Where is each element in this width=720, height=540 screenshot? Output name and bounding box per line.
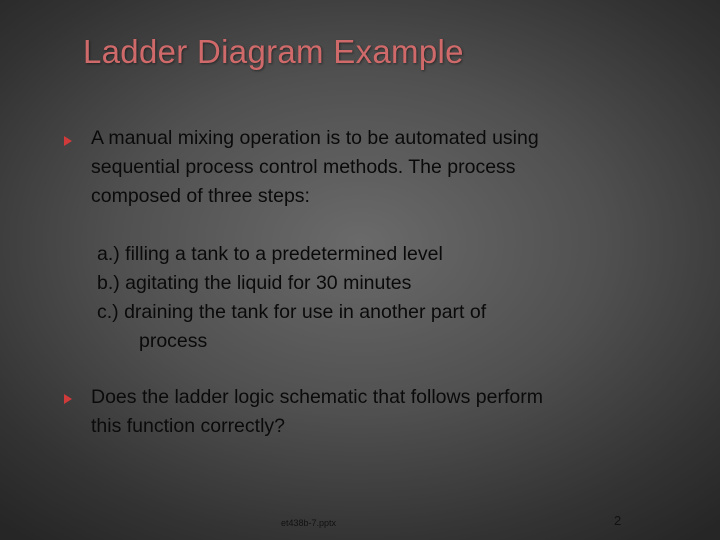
- slide-title: Ladder Diagram Example: [83, 33, 464, 70]
- intro-line: composed of three steps:: [91, 185, 310, 207]
- step-a-text: a.) filling a tank to a predetermined level: [97, 243, 443, 265]
- bullet-arrow-icon: [64, 394, 72, 404]
- intro-line: A manual mixing operation is to be automated using: [91, 127, 539, 149]
- intro-line: sequential process control methods. The process: [91, 156, 516, 178]
- step-a: [97, 240, 443, 269]
- question-line: this function correctly?: [91, 415, 286, 437]
- step-b: [97, 269, 411, 298]
- step-c: [97, 298, 486, 356]
- intro-paragraph: [91, 124, 539, 211]
- step-c-text: c.) draining the tank for use in another part of: [97, 301, 487, 323]
- bullet-arrow-icon: [64, 136, 72, 146]
- step-c-continuation: process: [139, 330, 208, 352]
- footer-filename: et438b-7.pptx: [281, 518, 337, 528]
- step-b-text: b.) agitating the liquid for 30 minutes: [97, 272, 412, 294]
- question-line: Does the ladder logic schematic that follows perform: [91, 386, 543, 408]
- question-paragraph: [91, 383, 543, 441]
- page-number: 2: [614, 513, 622, 528]
